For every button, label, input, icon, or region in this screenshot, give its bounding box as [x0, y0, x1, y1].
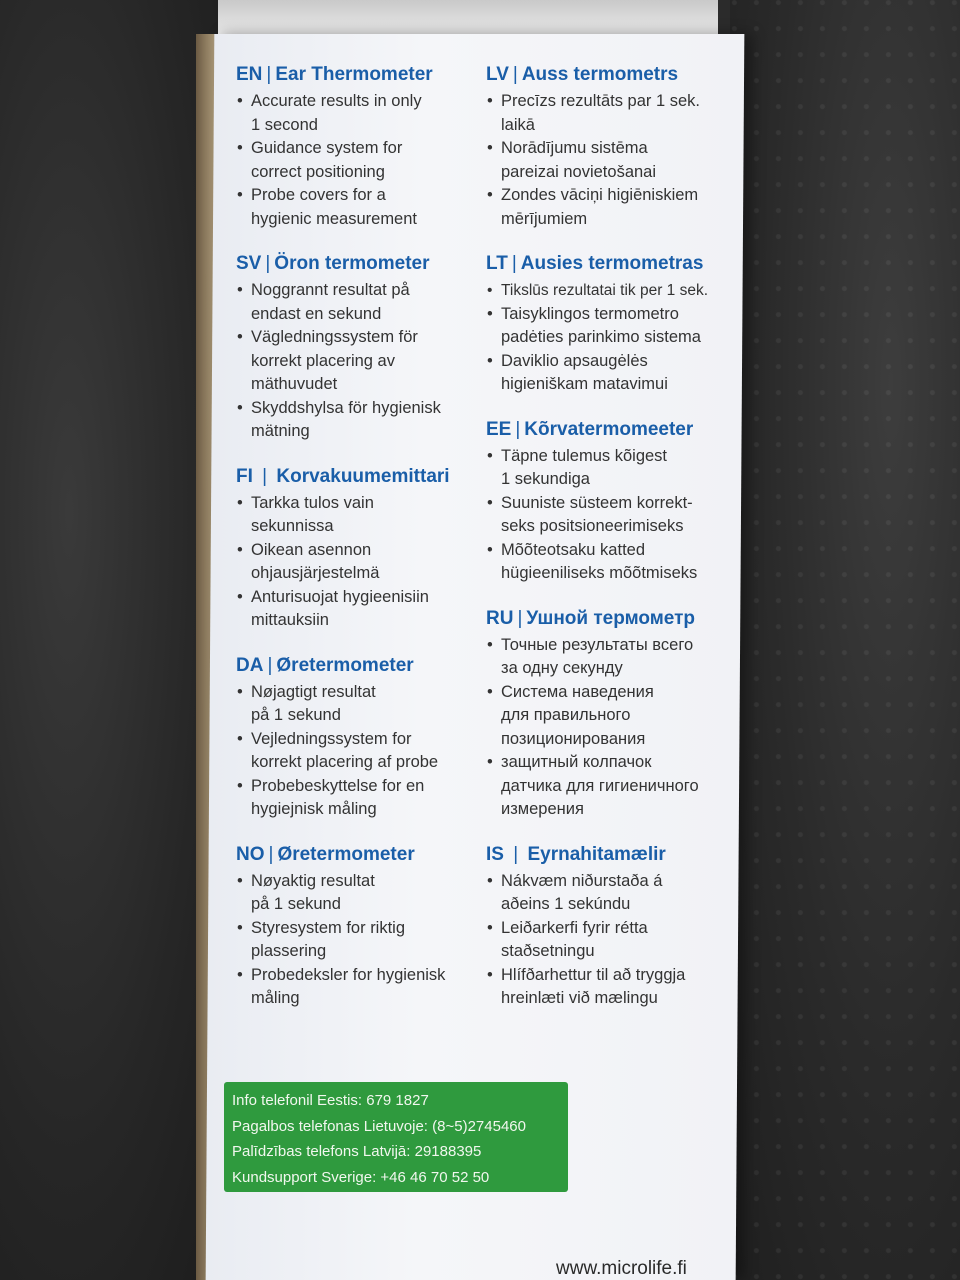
- language-section-en: [236, 62, 486, 231]
- bullet-item: • Styresystem for riktig plassering: [236, 917, 486, 964]
- bullet-item: • Probebeskyttelse for en hygiejnisk måling: [236, 775, 486, 822]
- bullet-item: • Skyddshylsa för hygienisk mätning: [236, 397, 486, 444]
- language-section-lt: [486, 251, 736, 397]
- website-url: www.microlife.fi: [556, 1258, 687, 1279]
- language-section-da: [236, 653, 486, 822]
- box-top-flap: [218, 0, 718, 34]
- section-heading: LV | Auss termometrs: [486, 64, 679, 85]
- bullet-item: • Mõõteotsaku katted hügieeniliseks mõõtmiseks: [486, 539, 736, 586]
- section-heading: NO | Øretermometer: [236, 843, 415, 865]
- support-line-latvia: Palīdzības telefons Latvijā: 29188395: [232, 1143, 482, 1160]
- bullet-item: • Tikslūs rezultatai tik per 1 sek.: [486, 279, 736, 303]
- bullet-item: • Probe covers for a hygienic measurement: [236, 184, 486, 231]
- bullet-item: • Precīzs rezultāts par 1 sek. laikā: [486, 90, 736, 137]
- right-language-column: [486, 62, 736, 1031]
- bullet-item: • Nøyaktig resultat på 1 sekund: [236, 870, 486, 917]
- section-heading: EN | Ear Thermometer: [236, 64, 433, 85]
- bullet-item: • Oikean asennon ohjausjärjestelmä: [236, 539, 486, 586]
- bullet-item: • Täpne tulemus kõigest 1 sekundiga: [486, 445, 736, 492]
- bullet-item: • Tarkka tulos vain sekunnissa: [236, 492, 486, 539]
- language-section-lv: [486, 62, 736, 231]
- bullet-item: • Taisyklingos termometro padėties parinkimo sistema: [486, 303, 736, 350]
- bullet-item: • Nøjagtigt resultat på 1 sekund: [236, 681, 486, 728]
- bullet-item: • Accurate results in only 1 second: [236, 90, 486, 137]
- section-heading: DA | Øretermometer: [236, 654, 414, 676]
- bullet-item: • Probedeksler for hygienisk måling: [236, 964, 486, 1011]
- bullet-item: • Nákvæm niðurstaða á aðeins 1 sekúndu: [486, 870, 736, 917]
- bullet-item: • защитный колпачок датчика для гигиеничного измерения: [486, 751, 736, 822]
- bullet-item: • Noggrannt resultat på endast en sekund: [236, 279, 486, 326]
- bullet-item: • Система наведения для правильного позиционирования: [486, 681, 736, 752]
- bullet-item: • Zondes vāciņi higiēniskiem mērījumiem: [486, 184, 736, 231]
- bullet-item: • Suuniste süsteem korrekt- seks positsioneerimiseks: [486, 492, 736, 539]
- bullet-item: • Hlífðarhettur til að tryggja hreinlæti við mælingu: [486, 964, 736, 1011]
- section-heading: SV | Öron termometer: [236, 253, 430, 274]
- bullet-item: • Vejledningssystem for korrekt placering af probe: [236, 728, 486, 775]
- bullet-item: • Anturisuojat hygieenisiin mittauksiin: [236, 586, 486, 633]
- section-heading: FI | Korvakuumemittari: [236, 465, 450, 487]
- language-section-is: [486, 842, 736, 1011]
- left-language-column: [236, 62, 486, 1031]
- language-section-ru: [486, 606, 736, 822]
- support-line-lithuania: Pagalbos telefonas Lietuvoje: (8~5)2745460: [232, 1117, 526, 1135]
- bullet-item: • Daviklio apsaugėlės higieniškam matavimui: [486, 350, 736, 397]
- bullet-item: • Guidance system for correct positioning: [236, 137, 486, 184]
- bullet-item: • Norādījumu sistēma pareizai novietošanai: [486, 137, 736, 184]
- language-section-no: [236, 842, 486, 1011]
- language-section-ee: [486, 417, 736, 586]
- section-heading: EE | Kõrvatermomeeter: [486, 418, 694, 440]
- section-heading: LT | Ausies termometras: [486, 253, 704, 274]
- support-line-sweden: Kundsupport Sverige: +46 46 70 52 50: [232, 1168, 490, 1186]
- support-line-estonia: Info telefonil Eestis: 679 1827: [232, 1092, 429, 1109]
- bullet-item: • Leiðarkerfi fyrir rétta staðsetningu: [486, 917, 736, 964]
- bullet-item: • Точные результаты всего за одну секунду: [486, 634, 736, 681]
- bullet-item: • Vägledningssystem för korrekt placering av mäthuvudet: [236, 326, 486, 397]
- dark-surface-right: [730, 0, 960, 1280]
- section-heading: RU | Ушной термометр: [486, 607, 696, 629]
- language-section-sv: [236, 251, 486, 444]
- support-phone-box: [224, 1082, 568, 1192]
- language-section-fi: [236, 464, 486, 633]
- section-heading: IS | Eyrnahitamælir: [486, 843, 666, 865]
